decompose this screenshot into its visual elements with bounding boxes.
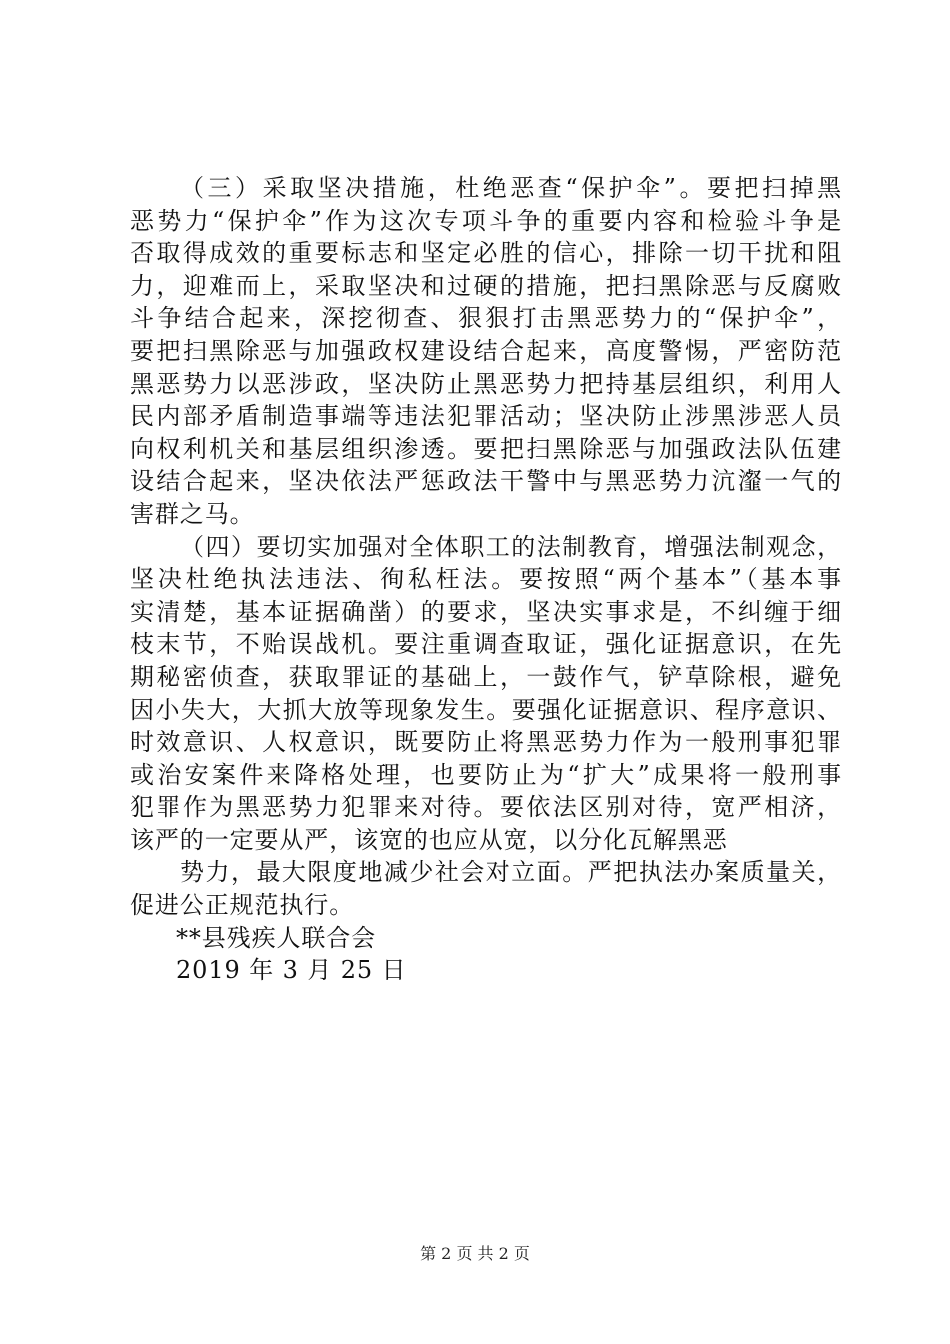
paragraph-line: 斗争结合起来，深挖彻查、狠狠打击黑恶势力的“保护伞”， — [130, 304, 842, 333]
paragraph-line: 期秘密侦查，获取罪证的基础上，一鼓作气，铲草除根，避免 — [130, 662, 842, 691]
paragraph-line: 或治安案件来降格处理，也要防止为“扩大”成果将一般刑事 — [130, 760, 842, 789]
paragraph-line: 要把扫黑除恶与加强政权建设结合起来，高度警惕，严密防范 — [130, 336, 842, 365]
page-footer: 第 2 页 共 2 页 — [420, 1244, 530, 1263]
paragraph-line: 否取得成效的重要标志和坚定必胜的信心，排除一切干扰和阻 — [130, 239, 842, 268]
paragraph-line: 时效意识、人权意识，既要防止将黑恶势力作为一般刑事犯罪 — [130, 728, 842, 757]
paragraph-line: （四）要切实加强对全体职工的法制教育，增强法制观念， — [180, 532, 842, 561]
paragraph-line: 势力，最大限度地减少社会对立面。严把执法办案质量关， — [180, 858, 842, 887]
paragraph-line: 实清楚，基本证据确凿）的要求，坚决实事求是，不纠缠于细 — [130, 597, 842, 626]
paragraph-line: 黑恶势力以恶涉政，坚决防止黑恶势力把持基层组织，利用人 — [130, 369, 842, 398]
paragraph-line: 向权利机关和基层组织渗透。要把扫黑除恶与加强政法队伍建 — [130, 434, 842, 463]
document-body — [130, 172, 842, 987]
signature-organization: **县残疾人联合会 — [176, 923, 377, 952]
paragraph-line: 坚决杜绝执法违法、徇私枉法。要按照“两个基本”（基本事 — [130, 565, 842, 594]
signature-date: 2019 年 3 月 25 日 — [176, 956, 407, 985]
paragraph-line: 促进公正规范执行。 — [130, 891, 355, 920]
paragraph-line: 力，迎难而上，采取坚决和过硬的措施，把扫黑除恶与反腐败 — [130, 271, 842, 300]
paragraph-line: 因小失大，大抓大放等现象发生。要强化证据意识、程序意识、 — [130, 695, 842, 724]
paragraph-line: 犯罪作为黑恶势力犯罪来对待。要依法区别对待，宽严相济， — [130, 793, 842, 822]
paragraph-line: 枝末节，不贻误战机。要注重调查取证，强化证据意识，在先 — [130, 630, 842, 659]
paragraph-line: 民内部矛盾制造事端等违法犯罪活动；坚决防止涉黑涉恶人员 — [130, 402, 842, 431]
paragraph-line: （三）采取坚决措施，杜绝恶查“保护伞”。要把扫掉黑 — [180, 174, 842, 202]
paragraph-line: 设结合起来，坚决依法严惩政法干警中与黑恶势力沆瀣一气的 — [130, 467, 842, 496]
paragraph-line: 害群之马。 — [130, 499, 255, 528]
paragraph-line: 恶势力“保护伞”作为这次专项斗争的重要内容和检验斗争是 — [130, 206, 842, 235]
paragraph-line: 该严的一定要从严，该宽的也应从宽，以分化瓦解黑恶 — [130, 825, 728, 854]
